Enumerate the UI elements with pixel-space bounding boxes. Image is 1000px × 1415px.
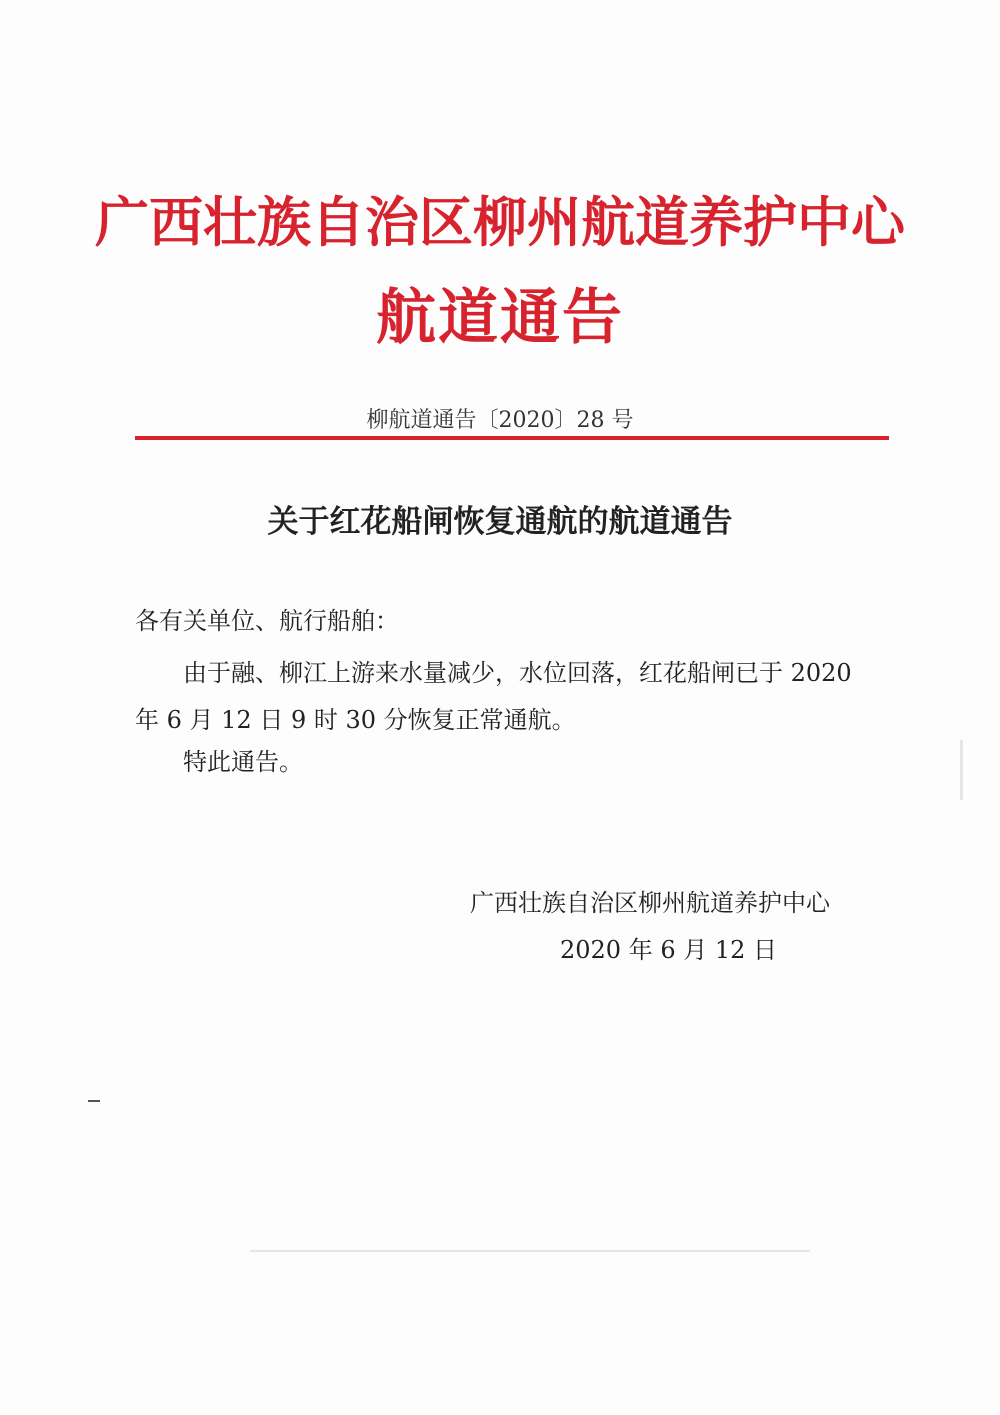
closing-text: 特此通告。 [183, 748, 303, 776]
document-number: 柳航道通告〔2020〕28 号 [366, 408, 634, 433]
letterhead-document-type: 航道通告 [376, 283, 624, 353]
letterhead-organization: 广西壮族自治区柳州航道养护中心 [95, 191, 905, 254]
body-paragraph: 由于融、柳江上游来水量减少，水位回落，红花船闸已于 2020 年 6 月 12 日 9 时 30 分恢复正常通航。 [135, 659, 852, 734]
salutation: 各有关单位、航行船舶： [135, 607, 399, 635]
scan-artifact [960, 740, 963, 800]
document-title: 关于红花船闸恢复通航的航道通告 [267, 504, 733, 540]
scan-artifact [250, 1250, 810, 1252]
scan-artifact [88, 1100, 100, 1102]
signature-date: 2020 年 6 月 12 日 [560, 936, 778, 964]
signature-organization: 广西壮族自治区柳州航道养护中心 [470, 889, 830, 917]
red-divider-line [135, 436, 889, 440]
